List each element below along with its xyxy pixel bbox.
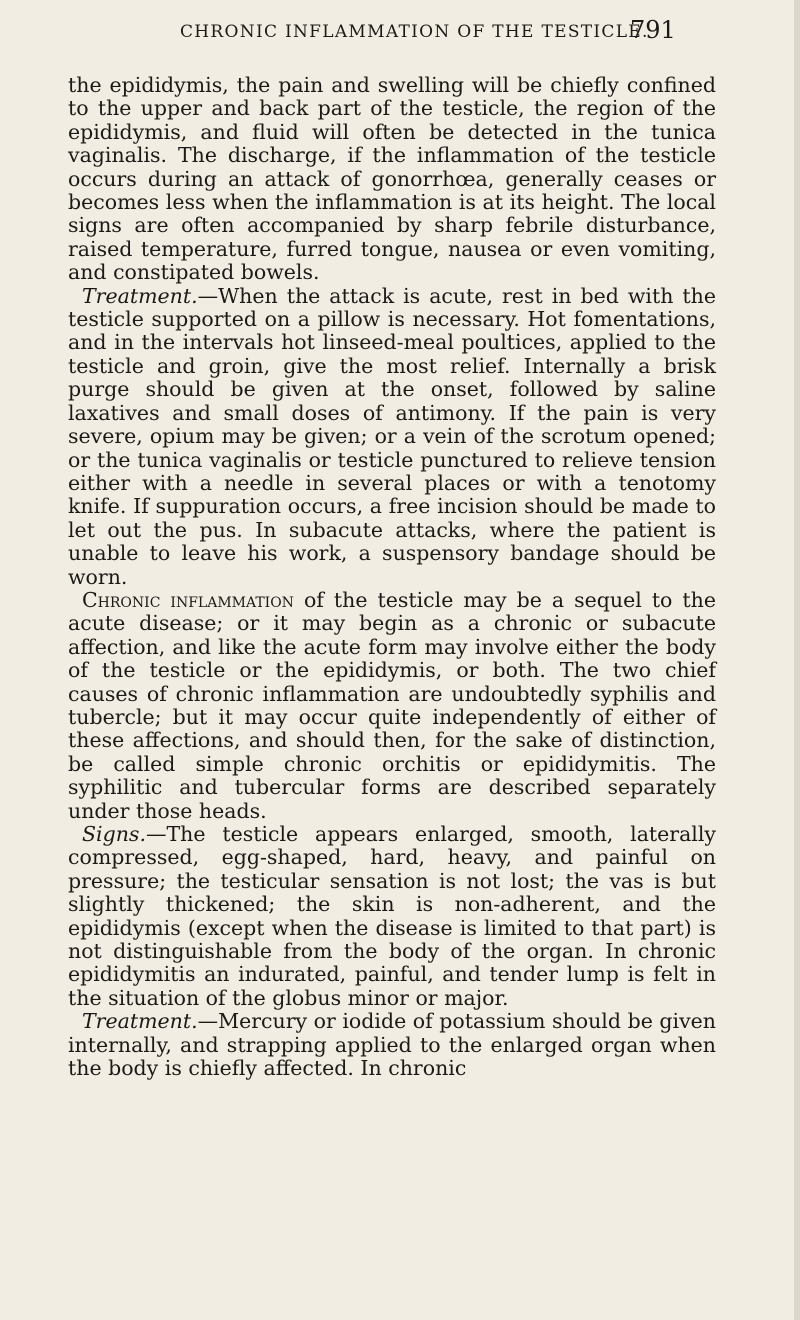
running-head [0, 16, 800, 56]
paragraph-lead: Signs. [82, 822, 146, 846]
paragraph-lead: Treatment. [82, 1009, 198, 1034]
paragraph-chronic-inflammation [68, 589, 716, 823]
paragraph-text: —Mercury or iodide of potassium should be given internally, and strapping applied to the enlarged organ when the body is chiefly affected. In chronic [68, 1009, 716, 1081]
page-number: 791 [630, 16, 676, 44]
paragraph-treatment-chronic [68, 1010, 716, 1080]
text-body [68, 74, 716, 1080]
running-head-title: CHRONIC INFLAMMATION OF THE TESTICLE. [180, 22, 649, 42]
paragraph-text: of the testicle may be a sequel to the acute disease; or it may begin as a chronic or subacute affection, and like the acute form may involve either the body of the testicle or the epididymis, or both. The two chief causes of chronic inflammation are undoubtedly syphilis and tubercle; but it may occur quite independently of either of these affections, and should then, for the sake of distinction, be called simple chronic orchitis or epididymitis. The syphilitic and tubercular forms are described separately under those heads. [68, 587, 716, 823]
paragraph-lead: Chronic inflammation [82, 587, 294, 612]
paragraph-text: the epididymis, the pain and swelling will be chiefly confined to the upper and back part of the testicle, the region of the epididymis, and fluid will often be detected in the tunica vaginalis. The discharge, if the inflammation of the testicle occurs during an attack of gonorrhœa, generally ceases or becomes less when the inflammation is at its height. The local signs are often accompanied by sharp febrile disturbance, raised temperature, furred tongue, nausea or even vomiting, and constipated bowels. [68, 73, 716, 285]
paragraph-text: —When the attack is acute, rest in bed with the testicle supported on a pillow is necessary. Hot fomentations, and in the intervals hot linseed-meal poultices, applied to the testicle and groin, give the most relief. Internally a brisk purge should be given at the onset, followed by saline laxatives and small doses of antimony. If the pain is very severe, opium may be given; or a vein of the scrotum opened; or the tunica vaginalis or testicle punctured to relieve tension either with a needle in several places or with a tenotomy knife. If suppuration occurs, a free incision should be made to let out the pus. In subacute attacks, where the patient is unable to leave his work, a suspensory bandage should be worn. [68, 283, 716, 589]
paragraph-signs [68, 823, 716, 1010]
paragraph-continuation [68, 74, 716, 285]
paragraph-text: —The testicle appears enlarged, smooth, laterally compressed, egg-shaped, hard, heavy, and painful on pressure; the testicular sensation is not lost; the vas is but slightly thickened; the skin is non-adherent, and the epididymis (except when the disease is limited to that part) is not distinguishable from the body of the organ. In chronic epididymitis an indurated, painful, and tender lump is felt in the situation of the globus minor or major. [68, 822, 716, 1010]
paragraph-treatment-acute [68, 285, 716, 589]
page-edge [794, 0, 800, 1320]
paragraph-lead: Treatment. [82, 283, 198, 308]
